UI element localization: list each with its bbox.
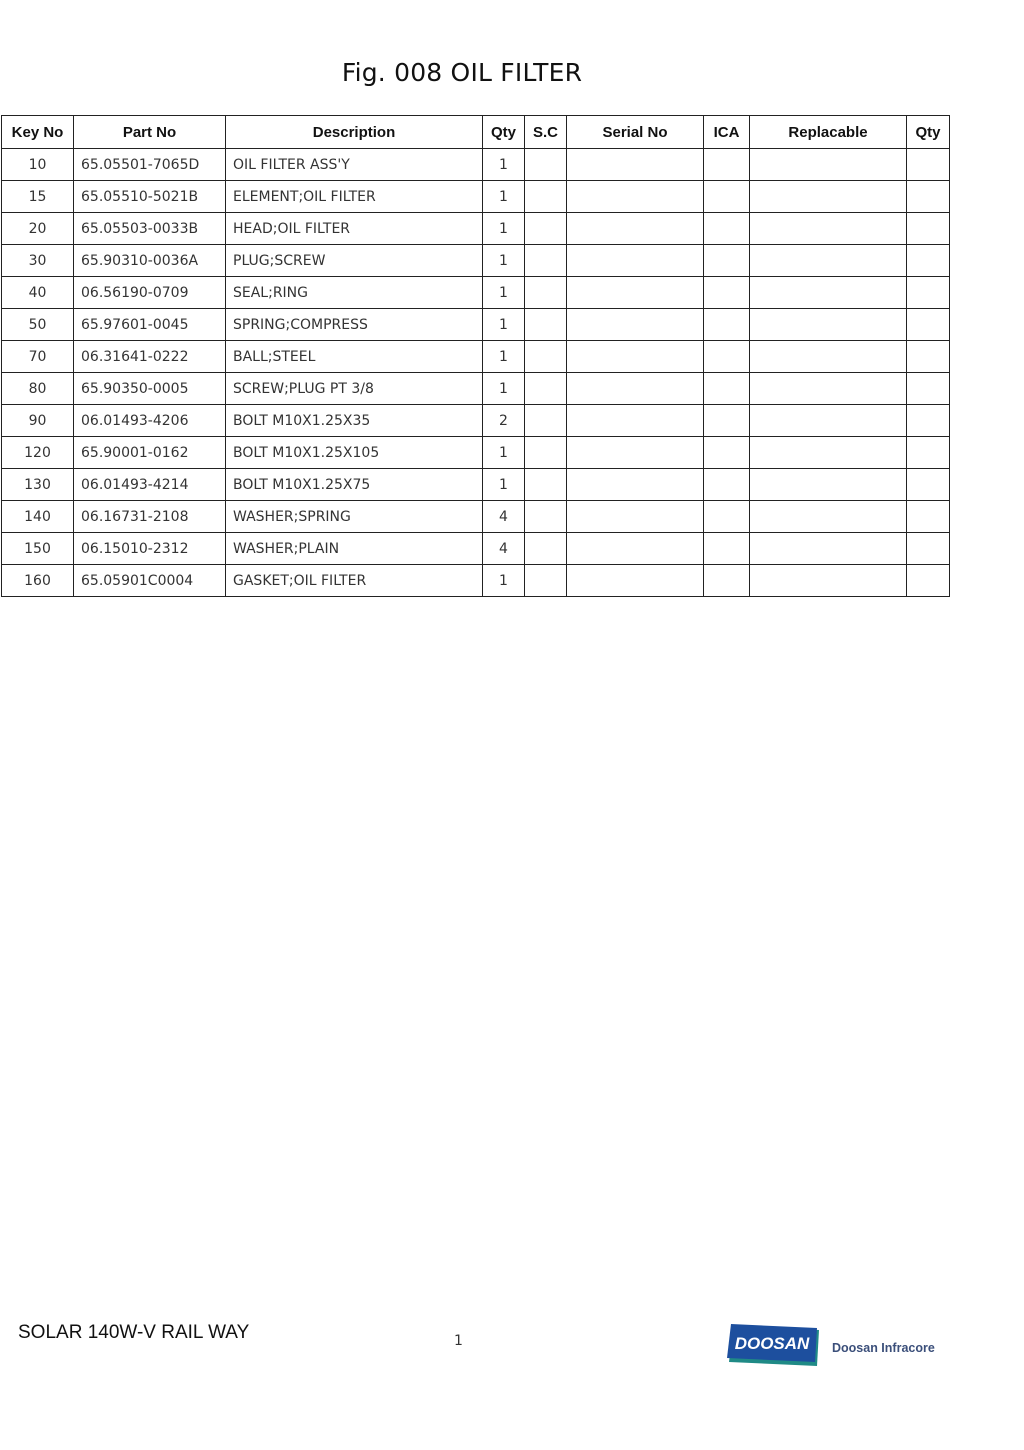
table-row	[2, 309, 950, 341]
logo-brand-text: DOOSAN	[734, 1334, 810, 1353]
cell-part-no: 65.90310-0036A	[74, 245, 226, 277]
cell-key-no: 130	[2, 469, 74, 501]
cell-description: WASHER;PLAIN	[226, 533, 483, 565]
cell-serial-no	[567, 213, 704, 245]
cell-sc	[525, 437, 567, 469]
cell-qty-2	[907, 245, 950, 277]
cell-replacable	[750, 181, 907, 213]
cell-key-no: 30	[2, 245, 74, 277]
cell-part-no: 06.16731-2108	[74, 501, 226, 533]
cell-replacable	[750, 373, 907, 405]
cell-serial-no	[567, 405, 704, 437]
cell-part-no: 65.90001-0162	[74, 437, 226, 469]
cell-replacable	[750, 565, 907, 597]
cell-description: BOLT M10X1.25X105	[226, 437, 483, 469]
cell-qty-2	[907, 501, 950, 533]
table-row	[2, 277, 950, 309]
cell-description: GASKET;OIL FILTER	[226, 565, 483, 597]
cell-qty: 2	[483, 405, 525, 437]
cell-qty: 1	[483, 469, 525, 501]
cell-replacable	[750, 405, 907, 437]
table-row	[2, 181, 950, 213]
table-row	[2, 437, 950, 469]
table-row	[2, 149, 950, 181]
cell-sc	[525, 469, 567, 501]
doosan-logo	[727, 1324, 937, 1368]
cell-part-no: 65.05901C0004	[74, 565, 226, 597]
header-key-no: Key No	[2, 116, 74, 149]
parts-table-body	[2, 149, 950, 597]
cell-replacable	[750, 245, 907, 277]
cell-ica	[704, 533, 750, 565]
table-row	[2, 469, 950, 501]
cell-replacable	[750, 341, 907, 373]
cell-sc	[525, 245, 567, 277]
cell-key-no: 80	[2, 373, 74, 405]
cell-serial-no	[567, 373, 704, 405]
cell-qty-2	[907, 277, 950, 309]
cell-part-no: 06.15010-2312	[74, 533, 226, 565]
cell-key-no: 15	[2, 181, 74, 213]
cell-qty-2	[907, 309, 950, 341]
header-qty: Qty	[483, 116, 525, 149]
cell-key-no: 150	[2, 533, 74, 565]
cell-serial-no	[567, 149, 704, 181]
cell-description: WASHER;SPRING	[226, 501, 483, 533]
cell-qty: 1	[483, 181, 525, 213]
cell-part-no: 06.01493-4206	[74, 405, 226, 437]
cell-qty-2	[907, 437, 950, 469]
table-row	[2, 245, 950, 277]
parts-table	[1, 115, 950, 597]
cell-part-no: 65.05501-7065D	[74, 149, 226, 181]
cell-part-no: 65.05503-0033B	[74, 213, 226, 245]
cell-qty: 1	[483, 277, 525, 309]
cell-qty-2	[907, 469, 950, 501]
cell-key-no: 20	[2, 213, 74, 245]
logo-company-text: Doosan Infracore	[832, 1341, 935, 1355]
header-sc: S.C	[525, 116, 567, 149]
cell-qty: 1	[483, 309, 525, 341]
cell-ica	[704, 437, 750, 469]
table-row	[2, 565, 950, 597]
cell-serial-no	[567, 501, 704, 533]
cell-serial-no	[567, 181, 704, 213]
cell-sc	[525, 341, 567, 373]
cell-ica	[704, 149, 750, 181]
cell-key-no: 10	[2, 149, 74, 181]
cell-replacable	[750, 437, 907, 469]
cell-ica	[704, 245, 750, 277]
cell-qty: 1	[483, 565, 525, 597]
cell-sc	[525, 181, 567, 213]
cell-qty-2	[907, 533, 950, 565]
cell-key-no: 120	[2, 437, 74, 469]
page-number: 1	[454, 1333, 463, 1349]
cell-ica	[704, 181, 750, 213]
cell-replacable	[750, 533, 907, 565]
cell-description: BOLT M10X1.25X35	[226, 405, 483, 437]
table-row	[2, 405, 950, 437]
cell-qty-2	[907, 405, 950, 437]
footer-model-name: SOLAR 140W-V RAIL WAY	[18, 1322, 250, 1343]
header-ica: ICA	[704, 116, 750, 149]
cell-sc	[525, 501, 567, 533]
cell-sc	[525, 277, 567, 309]
cell-replacable	[750, 277, 907, 309]
cell-sc	[525, 373, 567, 405]
cell-qty: 4	[483, 533, 525, 565]
cell-part-no: 65.05510-5021B	[74, 181, 226, 213]
table-row	[2, 213, 950, 245]
cell-ica	[704, 277, 750, 309]
cell-qty: 1	[483, 149, 525, 181]
cell-key-no: 50	[2, 309, 74, 341]
cell-sc	[525, 533, 567, 565]
cell-qty: 1	[483, 341, 525, 373]
page-title: Fig. 008 OIL FILTER	[341, 58, 583, 87]
cell-part-no: 06.01493-4214	[74, 469, 226, 501]
cell-ica	[704, 373, 750, 405]
cell-ica	[704, 469, 750, 501]
cell-part-no: 65.97601-0045	[74, 309, 226, 341]
cell-ica	[704, 213, 750, 245]
cell-replacable	[750, 469, 907, 501]
header-qty-2: Qty	[907, 116, 950, 149]
cell-description: SEAL;RING	[226, 277, 483, 309]
cell-description: SCREW;PLUG PT 3/8	[226, 373, 483, 405]
cell-description: PLUG;SCREW	[226, 245, 483, 277]
table-row	[2, 501, 950, 533]
cell-qty-2	[907, 181, 950, 213]
cell-key-no: 40	[2, 277, 74, 309]
cell-replacable	[750, 501, 907, 533]
cell-description: SPRING;COMPRESS	[226, 309, 483, 341]
cell-qty: 1	[483, 245, 525, 277]
table-header-row	[2, 116, 950, 149]
cell-part-no: 06.31641-0222	[74, 341, 226, 373]
cell-qty-2	[907, 213, 950, 245]
cell-qty-2	[907, 341, 950, 373]
cell-sc	[525, 405, 567, 437]
cell-serial-no	[567, 341, 704, 373]
cell-key-no: 140	[2, 501, 74, 533]
cell-sc	[525, 565, 567, 597]
header-serial-no: Serial No	[567, 116, 704, 149]
cell-sc	[525, 149, 567, 181]
cell-sc	[525, 309, 567, 341]
cell-ica	[704, 501, 750, 533]
cell-serial-no	[567, 469, 704, 501]
cell-serial-no	[567, 533, 704, 565]
cell-ica	[704, 565, 750, 597]
cell-description: BOLT M10X1.25X75	[226, 469, 483, 501]
cell-part-no: 06.56190-0709	[74, 277, 226, 309]
table-row	[2, 533, 950, 565]
cell-qty-2	[907, 149, 950, 181]
cell-serial-no	[567, 245, 704, 277]
table-row	[2, 373, 950, 405]
cell-ica	[704, 309, 750, 341]
cell-qty-2	[907, 373, 950, 405]
cell-serial-no	[567, 565, 704, 597]
cell-ica	[704, 405, 750, 437]
header-replacable: Replacable	[750, 116, 907, 149]
cell-replacable	[750, 149, 907, 181]
cell-part-no: 65.90350-0005	[74, 373, 226, 405]
cell-sc	[525, 213, 567, 245]
cell-serial-no	[567, 437, 704, 469]
header-description: Description	[226, 116, 483, 149]
cell-key-no: 70	[2, 341, 74, 373]
header-part-no: Part No	[74, 116, 226, 149]
cell-replacable	[750, 309, 907, 341]
cell-qty: 4	[483, 501, 525, 533]
cell-key-no: 160	[2, 565, 74, 597]
table-row	[2, 341, 950, 373]
cell-qty: 1	[483, 437, 525, 469]
cell-description: BALL;STEEL	[226, 341, 483, 373]
cell-serial-no	[567, 277, 704, 309]
cell-qty: 1	[483, 213, 525, 245]
cell-description: ELEMENT;OIL FILTER	[226, 181, 483, 213]
cell-replacable	[750, 213, 907, 245]
cell-qty: 1	[483, 373, 525, 405]
cell-description: HEAD;OIL FILTER	[226, 213, 483, 245]
cell-description: OIL FILTER ASS'Y	[226, 149, 483, 181]
cell-qty-2	[907, 565, 950, 597]
cell-ica	[704, 341, 750, 373]
cell-serial-no	[567, 309, 704, 341]
cell-key-no: 90	[2, 405, 74, 437]
